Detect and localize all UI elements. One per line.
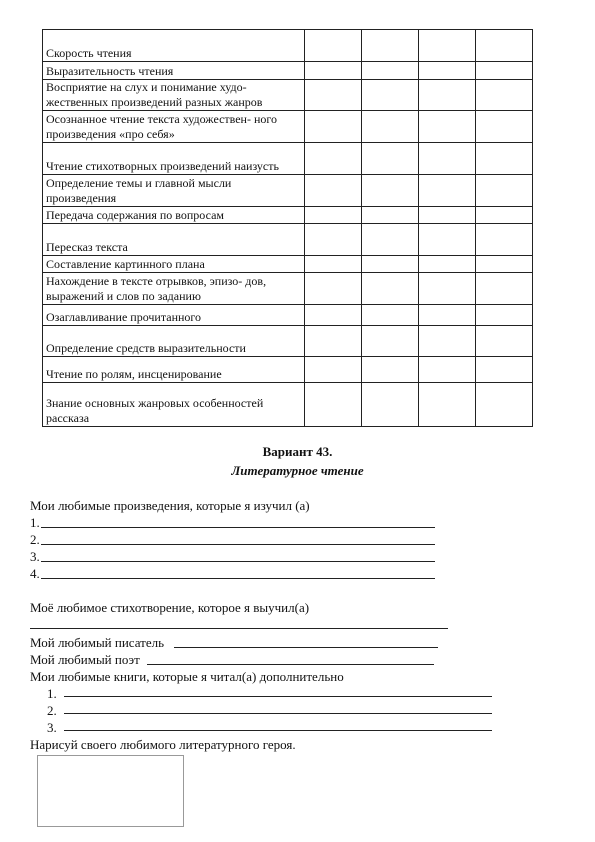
mark-cell[interactable] bbox=[305, 273, 362, 305]
table-row bbox=[43, 357, 533, 383]
mark-cell[interactable] bbox=[476, 273, 533, 305]
skill-cell: Определение темы и главной мысли произведения bbox=[43, 175, 305, 207]
skill-cell: Восприятие на слух и понимание худо- жественных произведений разных жанров bbox=[43, 80, 305, 111]
mark-cell[interactable] bbox=[305, 224, 362, 256]
skill-cell: Передача содержания по вопросам bbox=[43, 207, 305, 224]
draw-hero-instruction: Нарисуй своего любимого литературного героя. bbox=[30, 737, 296, 752]
table-row bbox=[43, 30, 533, 62]
skill-cell: Нахождение в тексте отрывков, эпизо- дов, выражений и слов по заданию bbox=[43, 273, 305, 305]
favorite-poet-label: Мой любимый поэт bbox=[30, 652, 140, 667]
mark-cell[interactable] bbox=[305, 383, 362, 427]
skill-cell: Чтение стихотворных произведений наизусть bbox=[43, 143, 305, 175]
mark-cell[interactable] bbox=[362, 383, 419, 427]
mark-cell[interactable] bbox=[362, 326, 419, 357]
skill-cell: Осознанное чтение текста художествен- ного произведения «про себя» bbox=[43, 111, 305, 143]
skill-cell: Составление картинного плана bbox=[43, 256, 305, 273]
favorite-work-line-2[interactable] bbox=[41, 544, 435, 545]
table-row bbox=[43, 175, 533, 207]
skills-table bbox=[42, 29, 533, 427]
mark-cell[interactable] bbox=[476, 30, 533, 62]
mark-cell[interactable] bbox=[476, 111, 533, 143]
mark-cell[interactable] bbox=[362, 305, 419, 326]
table-row bbox=[43, 383, 533, 427]
favorite-book-line-2[interactable] bbox=[64, 713, 492, 714]
skill-cell: Определение средств выразительности bbox=[43, 326, 305, 357]
favorite-writer-label: Мой любимый писатель bbox=[30, 635, 165, 650]
table-row bbox=[43, 111, 533, 143]
mark-cell[interactable] bbox=[476, 143, 533, 175]
mark-cell[interactable] bbox=[305, 111, 362, 143]
mark-cell[interactable] bbox=[419, 111, 476, 143]
favorite-work-line-3[interactable] bbox=[41, 561, 435, 562]
mark-cell[interactable] bbox=[419, 30, 476, 62]
mark-cell[interactable] bbox=[419, 273, 476, 305]
table-row bbox=[43, 143, 533, 175]
favorite-book-number-3: 3. bbox=[47, 720, 57, 735]
mark-cell[interactable] bbox=[476, 62, 533, 80]
favorite-work-number-2: 2. bbox=[30, 532, 40, 547]
favorite-work-number-1: 1. bbox=[30, 515, 40, 530]
mark-cell[interactable] bbox=[362, 175, 419, 207]
mark-cell[interactable] bbox=[476, 207, 533, 224]
mark-cell[interactable] bbox=[362, 111, 419, 143]
favorite-books-label: Мои любимые книги, которые я читал(а) дополнительно bbox=[30, 669, 344, 684]
favorite-book-line-3[interactable] bbox=[64, 730, 492, 731]
favorite-work-number-3: 3. bbox=[30, 549, 40, 564]
mark-cell[interactable] bbox=[305, 175, 362, 207]
favorite-work-number-4: 4. bbox=[30, 566, 40, 581]
subject-title: Литературное чтение bbox=[231, 463, 364, 478]
mark-cell[interactable] bbox=[362, 62, 419, 80]
skill-cell: Пересказ текста bbox=[43, 224, 305, 256]
mark-cell[interactable] bbox=[305, 256, 362, 273]
table-row bbox=[43, 273, 533, 305]
mark-cell[interactable] bbox=[305, 326, 362, 357]
table-row bbox=[43, 305, 533, 326]
mark-cell[interactable] bbox=[305, 357, 362, 383]
favorite-writer-line[interactable] bbox=[174, 647, 438, 648]
skill-cell: Выразительность чтения bbox=[43, 62, 305, 80]
favorite-work-line-1[interactable] bbox=[41, 527, 435, 528]
mark-cell[interactable] bbox=[419, 207, 476, 224]
mark-cell[interactable] bbox=[476, 326, 533, 357]
table-row bbox=[43, 224, 533, 256]
favorite-poem-label: Моё любимое стихотворение, которое я выучил(а) bbox=[30, 600, 310, 615]
variant-title: Вариант 43. bbox=[262, 444, 333, 459]
mark-cell[interactable] bbox=[419, 62, 476, 80]
favorite-book-line-1[interactable] bbox=[64, 696, 492, 697]
mark-cell[interactable] bbox=[362, 30, 419, 62]
mark-cell[interactable] bbox=[305, 30, 362, 62]
mark-cell[interactable] bbox=[419, 357, 476, 383]
mark-cell[interactable] bbox=[362, 143, 419, 175]
mark-cell[interactable] bbox=[419, 383, 476, 427]
mark-cell[interactable] bbox=[362, 80, 419, 111]
skill-cell: Чтение по ролям, инсценирование bbox=[43, 357, 305, 383]
table-row bbox=[43, 326, 533, 357]
favorite-work-line-4[interactable] bbox=[41, 578, 435, 579]
drawing-box[interactable] bbox=[37, 755, 184, 827]
favorite-book-number-1: 1. bbox=[47, 686, 57, 701]
mark-cell[interactable] bbox=[476, 224, 533, 256]
mark-cell[interactable] bbox=[419, 80, 476, 111]
skill-cell: Знание основных жанровых особенностей рассказа bbox=[43, 383, 305, 427]
table-row bbox=[43, 80, 533, 111]
table-row bbox=[43, 207, 533, 224]
skill-cell: Озаглавливание прочитанного bbox=[43, 305, 305, 326]
mark-cell[interactable] bbox=[476, 256, 533, 273]
mark-cell[interactable] bbox=[419, 305, 476, 326]
table-row bbox=[43, 256, 533, 273]
mark-cell[interactable] bbox=[476, 357, 533, 383]
mark-cell[interactable] bbox=[305, 305, 362, 326]
mark-cell[interactable] bbox=[476, 175, 533, 207]
mark-cell[interactable] bbox=[476, 80, 533, 111]
mark-cell[interactable] bbox=[362, 273, 419, 305]
mark-cell[interactable] bbox=[362, 256, 419, 273]
mark-cell[interactable] bbox=[305, 62, 362, 80]
mark-cell[interactable] bbox=[362, 357, 419, 383]
favorite-poet-line[interactable] bbox=[147, 664, 434, 665]
mark-cell[interactable] bbox=[476, 305, 533, 326]
mark-cell[interactable] bbox=[419, 175, 476, 207]
mark-cell[interactable] bbox=[419, 143, 476, 175]
mark-cell[interactable] bbox=[305, 80, 362, 111]
table-row bbox=[43, 62, 533, 80]
mark-cell[interactable] bbox=[362, 207, 419, 224]
mark-cell[interactable] bbox=[362, 224, 419, 256]
favorite-book-number-2: 2. bbox=[47, 703, 57, 718]
mark-cell[interactable] bbox=[476, 383, 533, 427]
mark-cell[interactable] bbox=[305, 207, 362, 224]
mark-cell[interactable] bbox=[305, 143, 362, 175]
mark-cell[interactable] bbox=[419, 256, 476, 273]
skill-cell: Скорость чтения bbox=[43, 30, 305, 62]
mark-cell[interactable] bbox=[419, 326, 476, 357]
mark-cell[interactable] bbox=[419, 224, 476, 256]
favorite-works-label: Мои любимые произведения, которые я изучил (а) bbox=[30, 498, 310, 513]
favorite-poem-line[interactable] bbox=[30, 628, 448, 629]
